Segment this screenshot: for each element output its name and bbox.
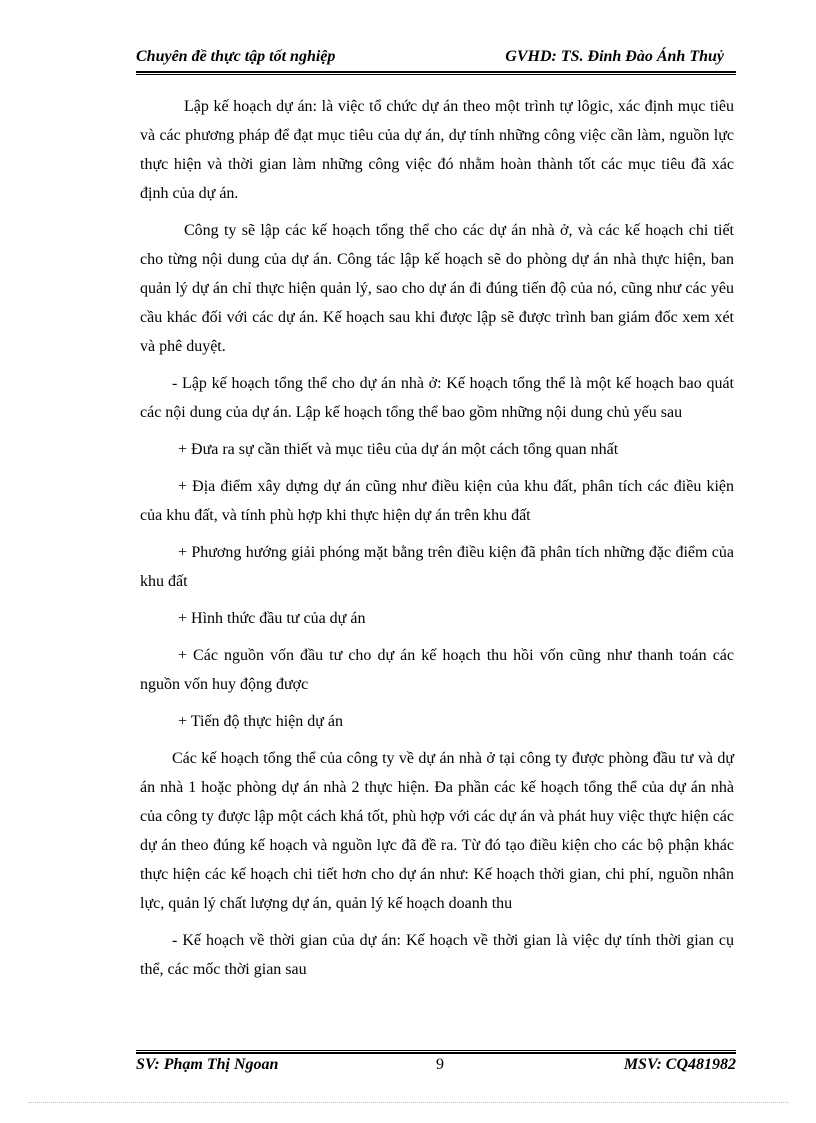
footer-student-id: MSV: CQ481982 [623,1056,736,1073]
list-item: + Đưa ra sự cần thiết và mục tiêu của dự án một cách tổng quan nhất [178,441,619,458]
header-advisor: GVHD: TS. Đinh Đào Ánh Thuỷ [505,48,724,65]
paragraph: - Kế hoạch về thời gian của dự án: Kế hoạch về thời gian là việc dự tính thời gian cụ thể, các mốc thời gian sau [140,932,734,978]
footer-rule [136,1052,736,1054]
list-item: + Các nguồn vốn đầu tư cho dự án kế hoạch thu hồi vốn cũng như thanh toán các nguồn vốn huy động được [140,647,734,693]
page-body [140,92,734,984]
page-break-line [28,1102,788,1103]
list-item: + Hình thức đầu tư của dự án [178,610,366,627]
paragraph: Công ty sẽ lập các kế hoạch tổng thể cho các dự án nhà ở, và các kế hoạch chi tiết cho từng nội dung của dự án. Công tác lập kế hoạch sẽ do phòng dự án nhà thực hiện, ban quản lý dự án chỉ thực hiện quản lý, sao cho dự án đi đúng tiến độ của nó, cũng như các yêu cầu khác đối với các dự án. Kế hoạch sau khi được lập sẽ được trình ban giám đốc xem xét và phê duyệt. [140,222,734,355]
header-rule-thin [136,74,736,75]
list-item: + Tiến độ thực hiện dự án [178,713,344,730]
page-header [136,48,736,70]
page-footer [136,1056,736,1080]
footer-student: SV: Phạm Thị Ngoan [136,1056,279,1073]
page-number: 9 [436,1056,444,1073]
header-title: Chuyên đề thực tập tốt nghiệp [136,48,336,65]
paragraph: - Lập kế hoạch tổng thể cho dự án nhà ở: Kế hoạch tổng thể là một kế hoạch bao quát các nội dung của dự án. Lập kế hoạch tổng thể bao gồm những nội dung chủ yếu sau [140,375,734,421]
list-item: + Phương hướng giải phóng mặt bằng trên điều kiện đã phân tích những đặc điểm của khu đất [140,544,734,590]
header-rule [136,71,736,73]
paragraph: Các kế hoạch tổng thể của công ty về dự án nhà ở tại công ty được phòng đầu tư và dự án nhà 1 hoặc phòng dự án nhà 2 thực hiện. Đa phần các kế hoạch tổng thể của dự án nhà của công ty được lập một cách khá tốt, phù hợp với các dự án và phát huy việc thực hiện các dự án theo đúng kế hoạch và nguồn lực đã đề ra. Từ đó tạo điều kiện cho các bộ phận khác thực hiện các kế hoạch chi tiết hơn cho dự án như: Kế hoạch thời gian, chi phí, nguồn nhân lực, quản lý chất lượng dự án, quản lý kế hoạch doanh thu [140,750,734,912]
footer-rule-thin [136,1050,736,1051]
list-item: + Địa điểm xây dựng dự án cũng như điều kiện của khu đất, phân tích các điều kiện của khu đất, và tính phù hợp khi thực hiện dự án trên khu đất [140,478,734,524]
paragraph: Lập kế hoạch dự án: là việc tổ chức dự án theo một trình tự lôgic, xác định mục tiêu và các phương pháp để đạt mục tiêu của dự án, dự tính những công việc cần làm, nguồn lực thực hiện và thời gian làm những công việc đó nhằm hoàn thành tốt các mục tiêu đã xác định của dự án. [140,98,734,202]
